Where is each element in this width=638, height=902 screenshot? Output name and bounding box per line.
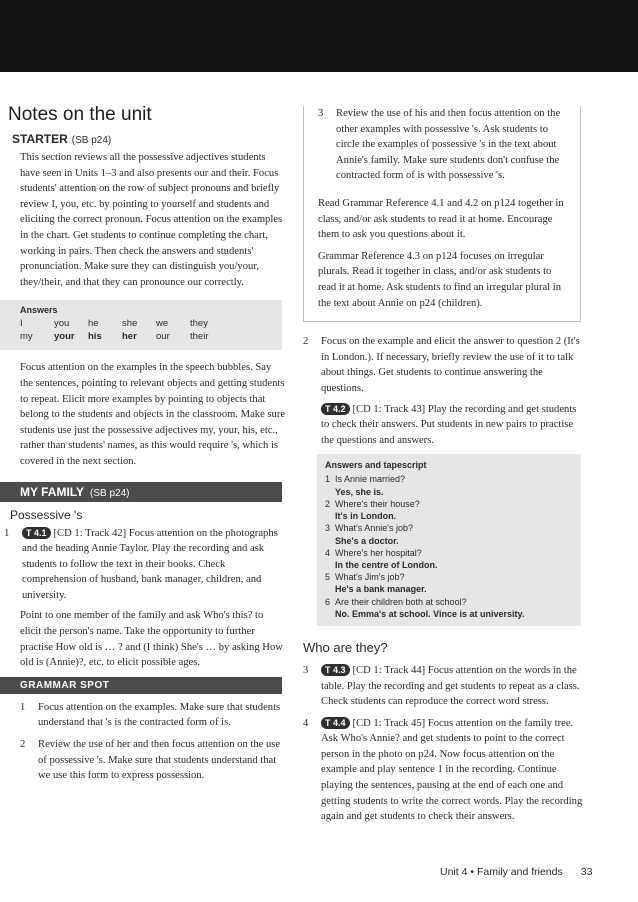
scan-top-border [0,0,638,72]
item-3-text: [CD 1: Track 44] Focus attention on the words in the table. Play the recording and get students to repeat as a class. Check students can reproduce the correct word stress. [321,664,580,708]
item-4-text: [CD 1: Track 45] Focus attention on the family tree. Ask Who's Annie? and get students to point to the correct person in the photo on p24. Now focus attention on the example and play sentence 1 in the recording. Continue playing the sentences, pausing at the end of each one and getting students to write the correct words. Play the recording again and get students to check their answers. [321,717,583,823]
tape-question: What's Jim's job? [335,572,405,583]
item-2-track-paragraph [303,402,587,449]
gs-3-number: 3 [318,108,324,119]
tape-question: Are their children both at school? [335,596,467,607]
item-3 [303,663,587,710]
gs-1-number: 1 [20,701,26,713]
item-1-paragraph-2: Point to one member of the family and ask Who's this? to elicit the person's name. Take the opportunity to further practise How old is … ? and (I think) She's … by asking How old is (Annie)?, etc. to elicit possible ages. [20,610,283,669]
grammar-spot-bar: GRAMMAR SPOT [0,677,282,694]
answers-label: Answers [20,305,58,316]
starter-paragraph-1: This section reviews all the possessive adjectives students have seen in Units 1–3 and also presents our and their. Focus students' attention on the row of subject pronouns and briefly review I, you, etc. by pointing to yourself and students and eliciting the correct pronoun. Focus attention on the examples in the chart. Get students to continue completing the chart, working in pairs. Then check the answers and students' pronunciation. Make sure they can distinguish you/your, they/their, and that they can pronounce our correctly. [20,152,283,288]
pronoun-cell: they [190,318,208,330]
possessive-cell: our [156,331,170,343]
tape-question: Is Annie married? [335,474,406,485]
tapescript-label: Answers and tapescript [325,460,427,471]
track-badge: T 4.4 [321,717,350,729]
my-family-title: MY FAMILY [20,484,85,499]
item-1 [0,526,290,604]
tape-question: Where's their house? [335,498,420,509]
tape-number: 3 [325,523,331,534]
pronoun-row [20,318,276,329]
possessive-cell: their [190,331,209,343]
item-4 [303,716,587,825]
notes-heading: Notes on the unit [8,104,152,125]
starter-paragraph-2: Focus attention on the examples in the speech bubbles. Say the sentences, pointing to relevant objects and getting students to repeat. Elicit more examples by pointing to objects that belong to the students and objects in the classroom. Make sure students use just the possessive adjectives my, your, his, etc., rather than students' names, as this would require 's, which is covered in the next section. [20,362,286,467]
item-2 [303,334,587,396]
my-family-ref: (SB p24) [90,487,130,499]
gs-2-text: Review the use of her and then focus attention on the use of possessive 's. Make sure that students understand that we use this form to express possession. [38,739,281,782]
tape-question: What's Annie's job? [335,523,413,534]
tape-number: 1 [325,474,331,485]
tape-answer: She's a doctor. [335,535,399,546]
grammar-spot-item-1 [20,700,290,731]
starter-ref: (SB p24) [71,135,112,146]
tape-answer: In the centre of London. [335,559,438,570]
track-badge: T 4.3 [321,664,350,676]
right-column [303,106,587,825]
possessive-cell: your [54,331,75,343]
tape-question: Where's her hospital? [335,547,422,558]
gs-1-text: Focus attention on the examples. Make sure that students understand that 's is the contracted form of is. [38,701,281,729]
tape-number: 6 [325,596,331,607]
pronoun-cell: we [156,318,169,330]
track-badge: T 4.2 [321,403,350,415]
answers-box [0,300,282,350]
my-family-bar [0,482,282,502]
tape-number: 2 [325,498,331,509]
who-are-they-heading: Who are they? [303,639,388,655]
item-4-number: 4 [303,717,309,729]
track-badge: T 4.1 [22,527,51,539]
pronoun-cell: she [122,318,138,330]
starter-title: STARTER [12,132,68,146]
possessive-heading: Possessive 's [10,507,83,522]
pronoun-cell: I [20,318,23,330]
page-number: 33 [580,866,593,878]
left-column [0,104,290,784]
footer-unit: Unit 4 • Family and friends [440,866,563,878]
item-2-number: 2 [303,336,309,348]
page-footer [440,866,592,878]
starter-heading [12,132,290,146]
tape-answer: No. Emma's at school. Vince is at university. [335,608,525,619]
grammar-spot-item-3 [318,106,570,190]
item-2-text: Focus on the example and elicit the answer to question 2 (It's in London.). If necessary, briefly review the use of it to talk about things. Get students to continue answering the questions. [321,336,580,394]
item-2-track-text: [CD 1: Track 43] Play the recording and get students to check their answers. Put students in new pairs to practise the questions and answers. [321,403,577,446]
pronoun-cell: he [88,318,99,330]
tape-answer: He's a bank manager. [335,584,427,595]
item-3-number: 3 [303,664,309,676]
grammar-reference-1: Read Grammar Reference 4.1 and 4.2 on p124 together in class, and/or ask students to read it at home. Encourage them to ask you questions about it. [318,197,564,241]
possessive-cell: his [88,331,102,343]
gs-2-number: 2 [20,739,26,751]
possessive-row [20,331,276,342]
item-1-text: [CD 1: Track 42] Focus attention on the photographs and the heading Annie Taylor. Play the recording and ask students to follow the text in their books. Check comprehension of husband, bank manager, children, and university. [22,527,278,601]
pronoun-cell: you [54,318,70,330]
gs-3-text: Review the use of his and then focus attention on the other examples with possessive 's. Ask students to circle the examples of possessive 's in the text about Annie's family. Make sure students don't confuse the contracted form of is with possessive 's. [336,108,561,182]
tape-number: 5 [325,572,331,583]
grammar-spot-item-2 [20,737,290,784]
tape-number: 4 [325,547,331,558]
tape-answer: It's in London. [335,511,397,522]
tape-answer: Yes, she is. [335,486,384,497]
grammar-reference-2: Grammar Reference 4.3 on p124 focuses on irregular plurals. Read it together in class, and/or ask students to read it at home. Ask students to find an irregular plural in the text about Annie on p24 (children). [318,250,562,309]
item-1-number: 1 [4,527,10,539]
possessive-cell: my [20,331,33,343]
tapescript-box [317,454,581,626]
grammar-spot-continued [303,106,581,322]
possessive-cell: her [122,331,137,343]
